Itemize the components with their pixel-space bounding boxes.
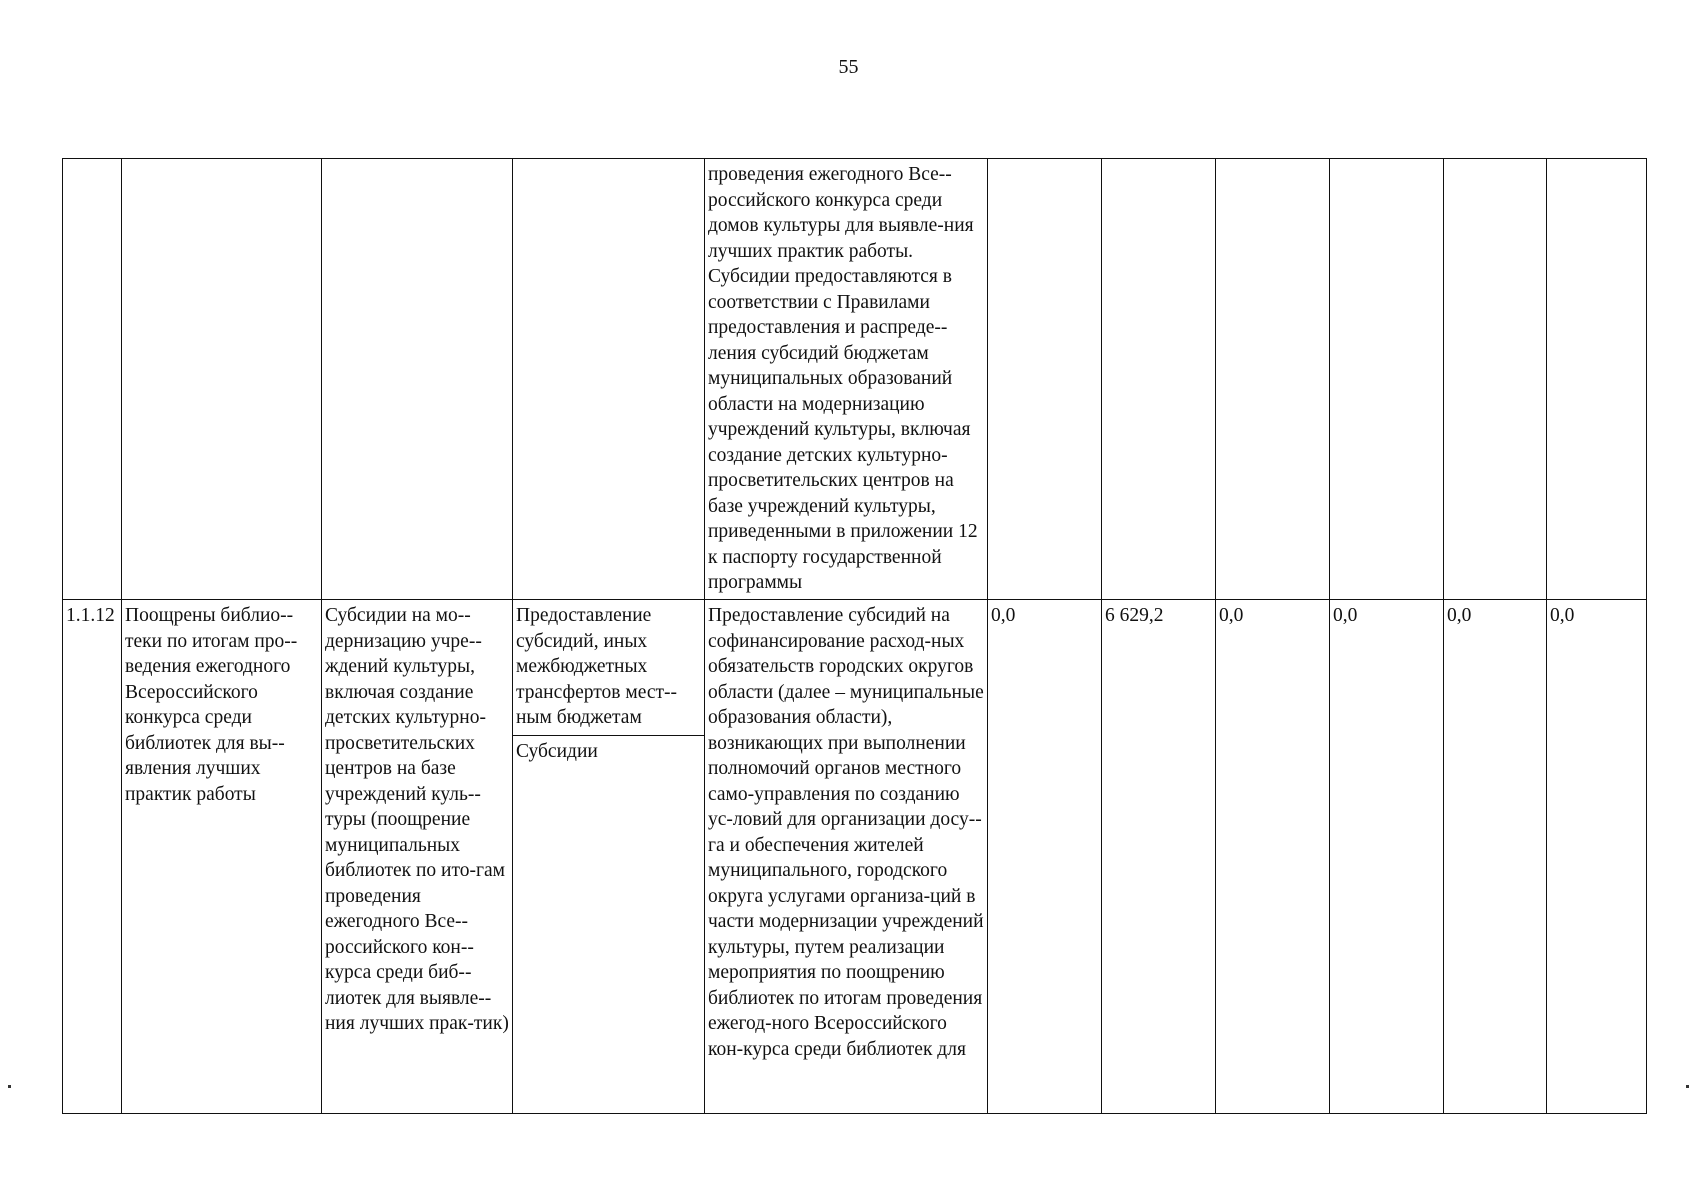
cell-code bbox=[63, 159, 122, 600]
table-row-1-1-12 bbox=[63, 600, 1647, 1114]
cell-value-4 bbox=[1330, 159, 1444, 600]
cell-result: Поощрены библио-теки по итогам про-ведения ежегодного Всероссийского конкурса среди библиотек для вы-явления лучших практик работы bbox=[122, 600, 322, 1114]
cell-type bbox=[513, 600, 705, 1114]
cell-value-4: 0,0 bbox=[1330, 600, 1444, 1114]
cell-value-1: 0,0 bbox=[988, 600, 1102, 1114]
cell-type-bottom: Субсидии bbox=[516, 740, 598, 762]
cell-value-1 bbox=[988, 159, 1102, 600]
cell-description: Предоставление субсидий на софинансирование расход-ных обязательств городских округов области (далее – муниципальные образования области), возникающих при выполнении полномочий органов местного само-управления по созданию ус-ловий для организации досу-га и обеспечения жителей муниципального, городского округа услугами организа-ций в части модернизации учреждений культуры, путем реализации мероприятия по поощрению библиотек по итогам проведения ежегод-ного Всероссийского кон-курса среди библиотек для bbox=[705, 600, 988, 1114]
cell-value-3: 0,0 bbox=[1216, 600, 1330, 1114]
cell-measure: Субсидии на мо-дернизацию учре-ждений культуры, включая создание детских культурно-просветительских центров на базе учреждений куль-туры (поощрение муниципальных библиотек по ито-гам проведения ежегодного Все-российского кон-курса среди биб-лиотек для выявле-ния лучших прак-тик) bbox=[322, 600, 513, 1114]
cell-value-5 bbox=[1444, 159, 1547, 600]
cell-value-6 bbox=[1547, 159, 1647, 600]
page-number: 55 bbox=[838, 56, 859, 78]
cell-value-2 bbox=[1102, 159, 1216, 600]
cell-value-5: 0,0 bbox=[1444, 600, 1547, 1114]
scan-speck-right bbox=[1686, 1085, 1689, 1088]
cell-type-top: Предоставление субсидий, иных межбюджетных трансфертов мест-ным бюджетам bbox=[513, 600, 704, 736]
cell-value-3 bbox=[1216, 159, 1330, 600]
program-table bbox=[62, 158, 1647, 1114]
cell-value-6: 0,0 bbox=[1547, 600, 1647, 1114]
cell-description: проведения ежегодного Все-российского конкурса среди домов культуры для выявле-ния лучших практик работы. Субсидии предоставляются в соответствии с Правилами предоставления и распреде-ления субсидий бюджетам муниципальных образований области на модернизацию учреждений культуры, включая создание детских культурно-просветительских центров на базе учреждений культуры, приведенными в приложении 12 к паспорту государственной программы bbox=[705, 159, 988, 600]
cell-measure bbox=[322, 159, 513, 600]
cell-result bbox=[122, 159, 322, 600]
scan-speck-left bbox=[8, 1085, 11, 1088]
cell-type bbox=[513, 159, 705, 600]
cell-code: 1.1.12 bbox=[63, 600, 122, 1114]
table-row-continuation bbox=[63, 159, 1647, 600]
cell-value-2: 6 629,2 bbox=[1102, 600, 1216, 1114]
